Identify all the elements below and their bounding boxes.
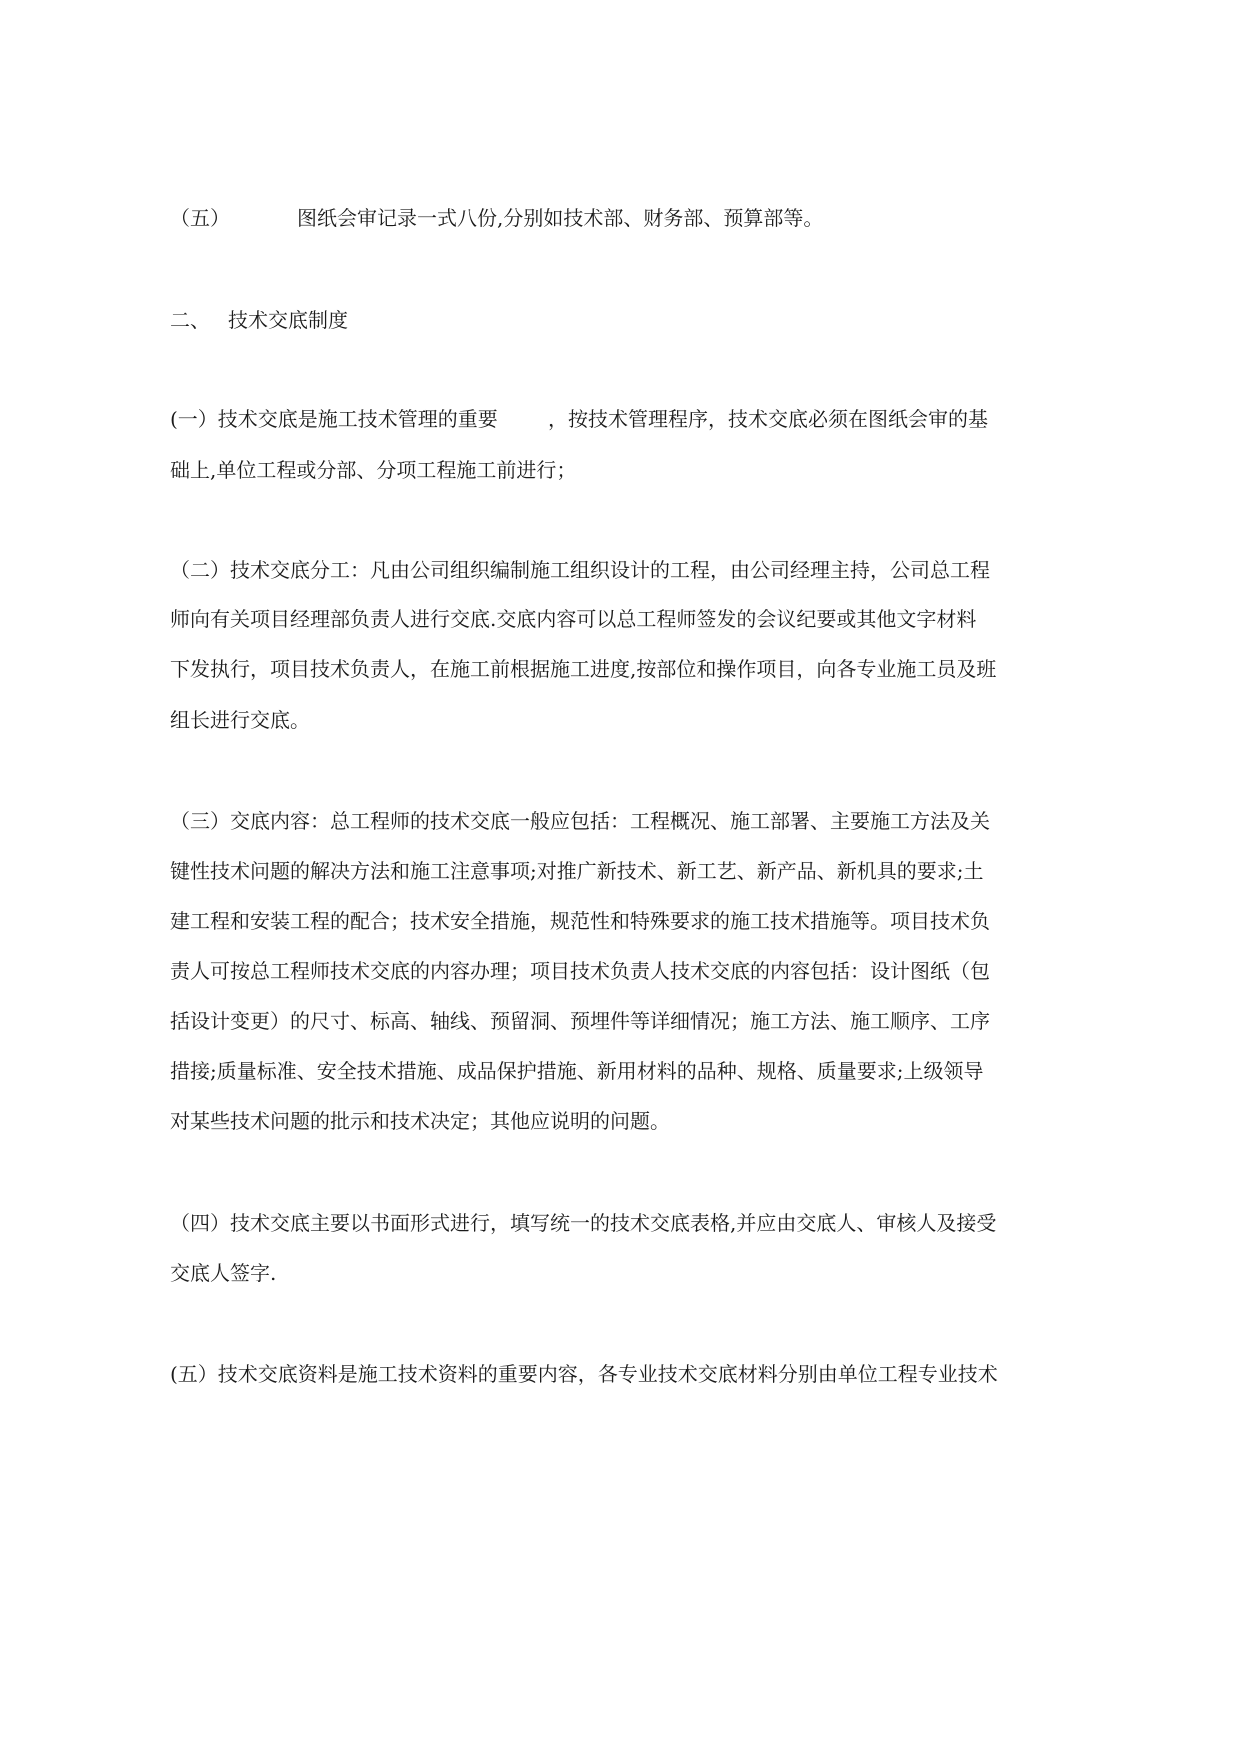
prev-item-5-marker: （五） — [170, 206, 230, 230]
section-number: 二、 — [170, 308, 210, 332]
paragraph-4-line-2: 交底人签字. — [170, 1261, 277, 1285]
paragraph-3-line-5: 括设计变更）的尺寸、标高、轴线、预留洞、预埋件等详细情况；施工方法、施工顺序、工序 — [170, 1009, 990, 1033]
section-title: 技术交底制度 — [228, 308, 348, 332]
paragraph-3-line-7: 对某些技术问题的批示和技术决定；其他应说明的问题。 — [170, 1109, 670, 1133]
paragraph-3-line-6: 措接;质量标准、安全技术措施、成品保护措施、新用材料的品种、规格、质量要求;上级领导 — [170, 1059, 984, 1083]
paragraph-3-line-1: （三）交底内容：总工程师的技术交底一般应包括：工程概况、施工部署、主要施工方法及关 — [170, 809, 990, 833]
paragraph-2-line-3: 下发执行，项目技术负责人，在施工前根据施工进度,按部位和操作项目，向各专业施工员及班 — [170, 657, 997, 681]
paragraph-2-line-4: 组长进行交底。 — [170, 708, 310, 732]
paragraph-5-line-1: (五）技术交底资料是施工技术资料的重要内容，各专业技术交底材料分别由单位工程专业技术 — [170, 1362, 998, 1386]
paragraph-2-line-2: 师向有关项目经理部负责人进行交底.交底内容可以总工程师签发的会议纪要或其他文字材料 — [170, 607, 977, 631]
paragraph-4-line-1: （四）技术交底主要以书面形式进行，填写统一的技术交底表格,并应由交底人、审核人及接受 — [170, 1211, 997, 1235]
paragraph-2-line-1: （二）技术交底分工：凡由公司组织编制施工组织设计的工程，由公司经理主持，公司总工程 — [170, 558, 990, 582]
paragraph-3-line-2: 键性技术问题的解决方法和施工注意事项;对推广新技术、新工艺、新产品、新机具的要求;土 — [170, 859, 984, 883]
paragraph-1-line-1a: (一）技术交底是施工技术管理的重要 — [170, 407, 498, 431]
paragraph-3-line-3: 建工程和安装工程的配合；技术安全措施，规范性和特殊要求的施工技术措施等。项目技术负 — [170, 909, 990, 933]
paragraph-1-line-2: 础上,单位工程或分部、分项工程施工前进行； — [170, 458, 577, 482]
paragraph-1-line-1b: ，按技术管理程序，技术交底必须在图纸会审的基 — [548, 407, 988, 431]
paragraph-3-line-4: 责人可按总工程师技术交底的内容办理；项目技术负责人技术交底的内容包括：设计图纸（包 — [170, 959, 990, 983]
prev-item-5-text: 图纸会审记录一式八份,分别如技术部、财务部、预算部等。 — [297, 206, 824, 230]
